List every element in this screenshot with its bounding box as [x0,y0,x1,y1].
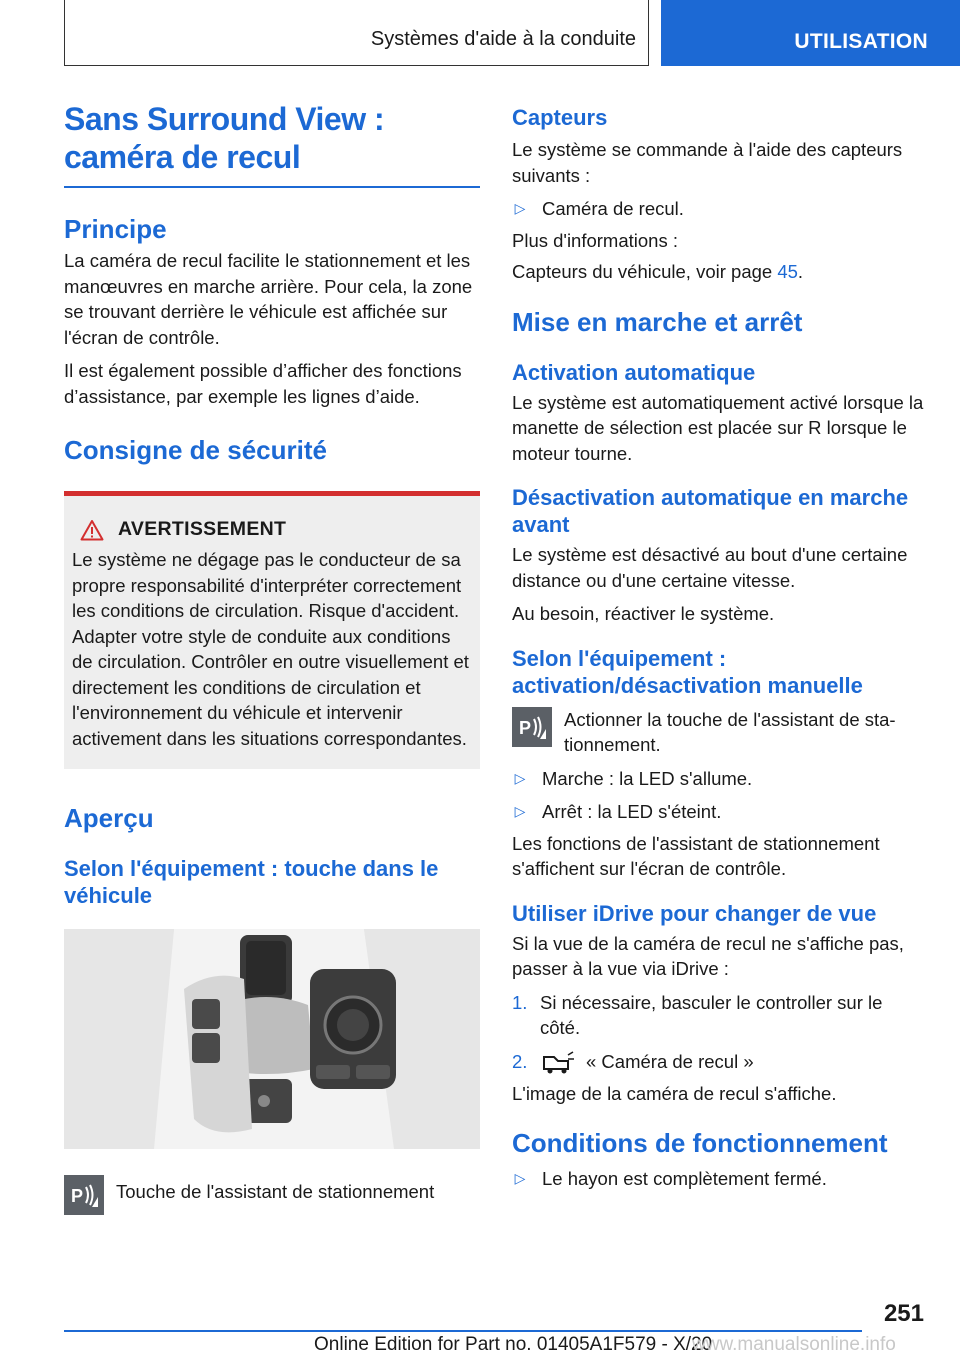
conditions-bullet [512,1166,924,1192]
warning-box [64,491,480,769]
bullet-triangle-icon: ▷ [514,1170,526,1186]
principe-text-1: La caméra de recul facilite le stationnement et les manœuvres en marche arrière. Pour cela, la zone se trouvant derrière le véhicule est affichée sur l'écran de contrôle. [64,250,473,348]
auto-off-heading: Désactivation automatique en marche avant [512,485,909,537]
idrive-text: Si la vue de la caméra de recul ne s'affiche pas, passer à la vue via iDrive : [512,932,904,979]
bullet-triangle-icon: ▷ [514,803,526,819]
section-header-box [64,0,649,66]
step-number: 2. [512,1050,528,1072]
idrive-heading: Utiliser iDrive pour changer de vue [512,900,877,926]
parking-assistant-icon [64,1175,104,1215]
conditions-heading: Conditions de fonctionnement [512,1128,888,1158]
auto-on-text: Le système est automatiquement activé lorsque la manette de sélection est placée sur R lorsque le moteur tourne. [512,391,924,464]
conditions-bullet-text: Le hayon est complètement fermé. [542,1168,827,1189]
auto-off-text-1: Le système est désactivé au bout d'une certaine distance ou d'une certaine vitesse. [512,544,908,591]
manual-heading: Selon l'équipement : activation/désactivation manuelle [512,645,863,698]
manual-bullet-on [512,766,924,792]
auto-on-heading: Activation automatique [512,359,756,385]
step-number: 1. [512,991,528,1013]
warning-triangle-icon [80,519,104,541]
chapter-title: UTILISATION [794,30,928,53]
idrive-step-2-text: « Caméra de recul » [586,1050,754,1072]
rear-camera-icon [540,1051,576,1075]
overview-subheading: Selon l'équipement : touche dans le véhicule [64,856,439,908]
idrive-result-text: L'image de la caméra de recul s'affiche. [512,1082,837,1104]
principe-heading: Principe [64,214,167,244]
warning-title: AVERTISSEMENT [118,518,287,540]
parking-caption: Touche de l'assistant de stationnement [116,1181,435,1202]
title-rule [64,186,480,188]
chapter-tab [661,0,960,66]
right-column [512,104,924,1192]
section-title: Systèmes d'aide à la conduite [370,28,636,50]
idrive-step-2 [512,1049,924,1075]
principe-text-2: Il est également possible d’afficher des fonctions d’assistance, par exemple les lignes d’aide. [64,360,462,407]
page-number: 251 [883,1300,924,1327]
manual-bullet-on-text: Marche : la LED s'allume. [542,767,753,789]
onoff-heading: Mise en marche et arrêt [512,306,803,337]
idrive-step-1 [512,990,924,1041]
manual-instruction-text: Actionner la touche de l'assistant de stationnement. [564,708,896,755]
more-info-label: Plus d'informations : [512,229,678,251]
manual-instruction-row [512,707,924,758]
left-column [64,100,480,1215]
vehicle-console-photo [64,929,480,1149]
bullet-triangle-icon: ▷ [514,200,526,216]
svg-text:P: P [71,1186,84,1206]
warning-text: Le système ne dégage pas le conducteur de sa propre responsabilité d'interpréter correctement les conditions de circulation. Risque d'accident. Adapter votre style de conduite aux conditions de circulation. Contrôler en outre visuellement et directement les conditions de circulation et l'environnement du véhicule et intervenir activement dans les situations correspondantes. [72,549,469,749]
sensors-reference-suffix: . [797,261,804,282]
bullet-triangle-icon: ▷ [514,769,526,786]
sensors-reference-text: Capteurs du véhicule, voir page [512,261,778,282]
auto-off-text-2: Au besoin, réactiver le système. [512,603,775,624]
footer-rule [64,1330,862,1332]
svg-text:P: P [519,717,532,738]
page-title: Sans Surround View : caméra de recul [64,101,385,175]
parking-assistant-icon [512,707,552,747]
page-link-45[interactable]: 45 [777,261,798,282]
manual-after-text: Les fonctions de l'assistant de stationnement s'affichent sur l'écran de contrôle. [512,832,880,879]
sensors-bullet [512,196,924,222]
safety-heading: Consigne de sécurité [64,435,327,465]
sensors-reference [512,259,924,285]
console-illustration [64,929,480,1149]
edition-text: Online Edition for Part no. 01405A1F579 - X/20 [314,1334,713,1355]
sensors-bullet-text: Caméra de recul. [542,198,684,219]
parking-caption-row [64,1175,480,1215]
idrive-step-1-text: Si nécessaire, basculer le controller sur le côté. [540,991,883,1038]
sensors-text: Le système se commande à l'aide des capteurs suivants : [512,139,903,186]
manual-bullet-off [512,799,924,825]
warning-header [72,518,472,541]
overview-heading: Aperçu [64,803,154,833]
watermark: www.manualsonline.info [692,1334,896,1355]
sensors-heading: Capteurs [512,105,608,130]
page-header [64,0,960,66]
manual-bullet-off-text: Arrêt : la LED s'éteint. [542,801,722,822]
